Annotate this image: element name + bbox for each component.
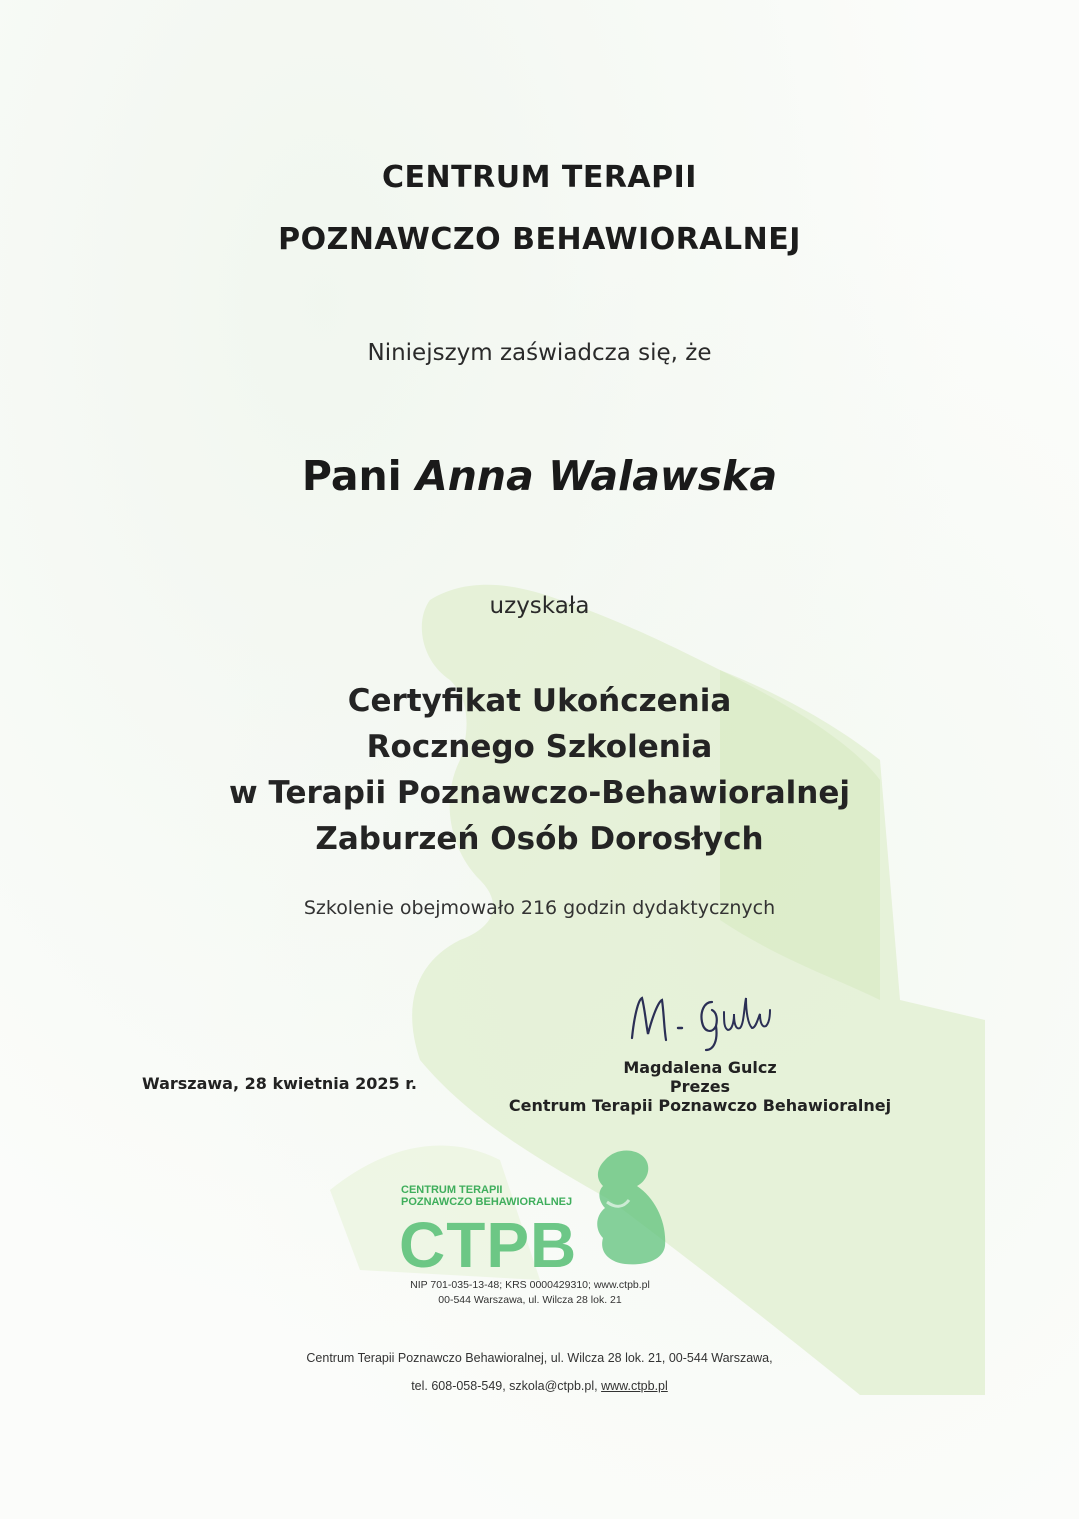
signatory-role: Prezes <box>669 1077 731 1096</box>
certificate-line-1: Certyfikat Ukończenia <box>347 683 732 719</box>
footer-website-link[interactable]: www.ctpb.pl <box>601 1379 668 1393</box>
organization-line-2: POZNAWCZO BEHAWIORALNEJ <box>278 222 801 257</box>
recipient-name <box>0 452 1079 500</box>
stamp-registration: NIP 701-035-13-48; KRS 0000429310; www.ctpb.pl <box>410 1279 650 1291</box>
intro-text: Niniejszym zaświadcza się, że <box>367 340 712 366</box>
stamp-details <box>385 1278 675 1308</box>
stamp-line-1: CENTRUM TERAPII <box>401 1184 503 1196</box>
thinker-stamp-icon <box>585 1142 675 1272</box>
place-and-date: Warszawa, 28 kwietnia 2025 r. <box>142 1074 417 1093</box>
ctpb-stamp <box>385 1140 685 1320</box>
stamp-header <box>401 1184 572 1208</box>
certificate-title <box>0 678 1079 862</box>
signatory-block <box>480 1058 920 1115</box>
hours-note: Szkolenie obejmowało 216 godzin dydaktycznych <box>303 897 776 919</box>
stamp-address: 00-544 Warszawa, ul. Wilcza 28 lok. 21 <box>438 1294 622 1306</box>
signatory-organization: Centrum Terapii Poznawczo Behawioralnej <box>508 1096 892 1115</box>
certificate-line-4: Zaburzeń Osób Dorosłych <box>315 821 764 857</box>
certificate-line-2: Rocznego Szkolenia <box>366 729 713 765</box>
footer <box>0 1344 1079 1400</box>
footer-phone-email: tel. 608-058-549, szkola@ctpb.pl, <box>411 1379 598 1393</box>
certificate-line-3: w Terapii Poznawczo-Behawioralnej <box>229 775 850 811</box>
organization-line-1: CENTRUM TERAPII <box>382 160 697 195</box>
footer-address: Centrum Terapii Poznawczo Behawioralnej, ul. Wilcza 28 lok. 21, 00-544 Warszawa, <box>306 1351 773 1365</box>
stamp-line-2: POZNAWCZO BEHAWIORALNEJ <box>401 1196 573 1208</box>
footer-contact <box>0 1372 1079 1400</box>
handwritten-signature <box>620 988 800 1058</box>
signatory-name: Magdalena Gulcz <box>623 1058 777 1077</box>
stamp-acronym: CTPB <box>399 1209 578 1281</box>
recipient-title: Pani <box>301 452 402 500</box>
recipient-full-name: Anna Walawska <box>416 452 778 500</box>
obtained-text: uzyskała <box>489 593 590 619</box>
